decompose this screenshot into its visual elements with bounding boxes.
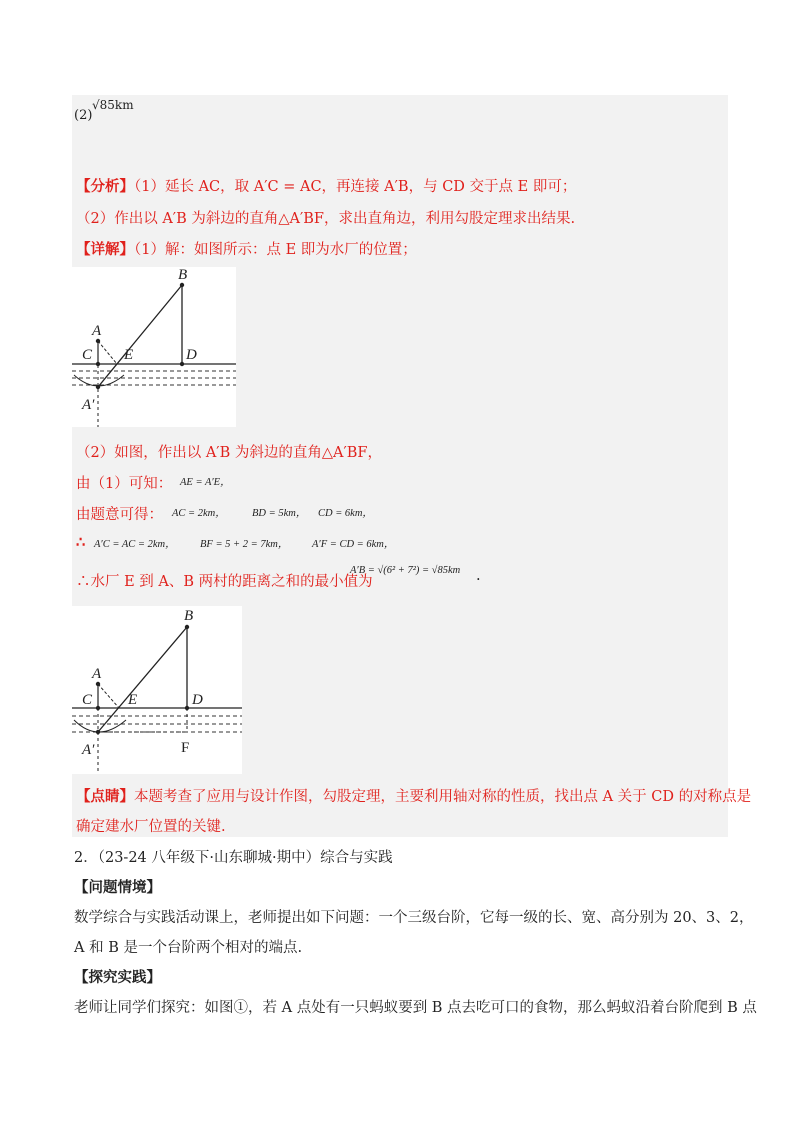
figure-1 [72, 267, 236, 427]
fig1-label-a: A [92, 323, 102, 339]
analysis-text1: （1）延长 AC，取 A′C = AC，再连接 A′B，与 CD 交于点 E 即可； [134, 179, 577, 195]
problem2-section-context: 【问题情境】 [74, 879, 161, 896]
detail-tag: 【详解】 [76, 241, 134, 258]
detail-given-cd: CD = 6km， [318, 508, 373, 519]
fig2-label-a1: A′ [82, 742, 95, 758]
detail-t-a1c: A′C = AC = 2km， [94, 539, 176, 550]
detail-therefore1: ∴ [76, 534, 86, 551]
detail-final-eq: A′B = √(6² + 7²) = √85km [350, 565, 461, 576]
fig2-label-c: C [82, 692, 93, 708]
fig1-label-d: D [186, 347, 197, 363]
fig1-label-e: E [124, 347, 134, 363]
comment-tag: 【点睛】 [76, 788, 134, 805]
fig2-label-b: B [184, 608, 194, 624]
detail-given-ac: AC = 2km， [172, 508, 226, 519]
analysis-tag: 【分析】 [76, 178, 134, 195]
detail-text1: （1）解：如图所示：点 E 即为水厂的位置； [134, 242, 417, 258]
problem2-context-line1: 数学综合与实践活动课上，老师提出如下问题：一个三级台阶，它每一级的长、宽、高分别为 20、3、2， [74, 910, 754, 926]
fig1-label-a1: A′ [82, 397, 95, 413]
problem2-practice-line1: 老师让同学们探究：如图①，若 A 点处有一只蚂蚁要到 B 点去吃可口的食物，那么蚂蚁沿着台阶爬到 B 点 [74, 1000, 757, 1016]
problem2-header [74, 846, 393, 867]
detail-final-dot: . [476, 568, 481, 584]
detail-given: 由题意可得： [76, 507, 163, 523]
fig1-label-b: B [178, 267, 188, 283]
problem2-section-practice: 【探究实践】 [74, 969, 161, 986]
problem2-number: 2． [74, 850, 98, 866]
analysis-line1 [76, 175, 576, 196]
answer2-label: (2) [74, 108, 93, 123]
comment-line1 [76, 785, 751, 806]
detail-line1 [76, 238, 417, 259]
detail-from1-line [76, 472, 172, 493]
detail-from1-eq: AE = A′E， [180, 477, 231, 488]
fig2-label-d: D [192, 692, 203, 708]
detail-t-bf: BF = 5 + 2 = 7km， [200, 539, 289, 550]
fig2-label-a: A [92, 666, 102, 682]
figure-2 [72, 606, 242, 774]
fig1-label-c: C [82, 347, 93, 363]
answer2-value: √85km [92, 98, 134, 112]
detail-from1: 由（1）可知： [76, 476, 173, 492]
comment-text1: 本题考查了应用与设计作图，勾股定理，主要利用轴对称的性质，找出点 A 关于 CD 的对称点是 [134, 789, 752, 805]
analysis-line2: （2）作出以 A′B 为斜边的直角△A′BF，求出直角边，利用勾股定理求出结果. [76, 211, 576, 227]
fig2-label-e: E [128, 692, 138, 708]
comment-line2: 确定建水厂位置的关键. [76, 819, 226, 835]
detail-part2-intro: （2）如图，作出以 A′B 为斜边的直角△A′BF， [76, 445, 382, 461]
fig2-label-f: F [181, 740, 190, 756]
problem2-source: （23-24 八年级下·山东聊城·期中）综合与实践 [97, 850, 393, 866]
detail-given-bd: BD = 5km， [252, 508, 307, 519]
detail-therefore2: ∴水厂 E 到 A、B 两村的距离之和的最小值为 [76, 574, 373, 590]
detail-t-a1f: A′F = CD = 6km， [312, 539, 395, 550]
problem2-context-line2: A 和 B 是一个台阶两个相对的端点. [74, 940, 303, 956]
